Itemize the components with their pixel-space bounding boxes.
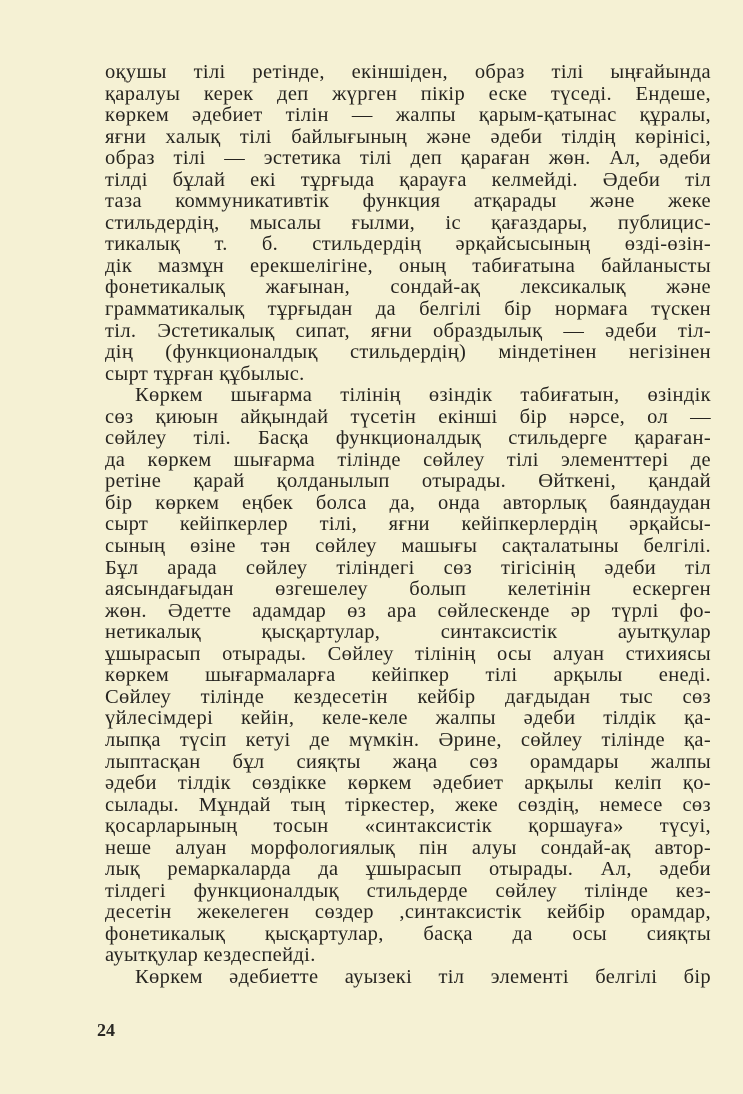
text-line: оқушы тілі ретінде, екіншіден, образ тілі ыңғайында xyxy=(105,61,711,83)
text-line: лыпқа түсіп кетуі де мүмкін. Әрине, сөйлеу тілінде қа- xyxy=(105,728,711,751)
text-line: Сөйлеу тілінде кездесетін кейбір дағдыдан тыс сөз xyxy=(105,685,711,708)
text-line: неше алуан морфологиялық пін алуы сондай-ақ автор- xyxy=(105,836,711,859)
text-line: тілдегі функционалдық стильдерде сөйлеу тілінде кез- xyxy=(105,879,711,902)
text-line: да көркем шығарма тілінде сөйлеу тілі элементтері де xyxy=(105,448,711,471)
text-line: тіл. Эстетикалық сипат, яғни образдылық — әдеби тіл- xyxy=(105,319,711,342)
page-number: 24 xyxy=(97,1020,115,1040)
text-line: яғни халық тілі байлығының және әдеби тілдің көрінісі, xyxy=(105,125,711,148)
text-line: стильдердің, мысалы ғылми, іс қағаздары, публицис- xyxy=(105,211,711,234)
text-line: жөн. Әдетте адамдар өз ара сөйлескенде әр түрлі фо- xyxy=(105,599,711,622)
text-line: нетикалық қысқартулар, синтаксистік ауытқулар xyxy=(105,621,711,644)
text-line: Бұл арада сөйлеу тіліндегі сөз тігісінің әдеби тіл xyxy=(105,556,711,579)
text-line: сырт кейіпкерлер тілі, яғни кейіпкерлердің әрқайсы- xyxy=(105,513,711,536)
text-line: образ тілі — эстетика тілі деп қараған жөн. Ал, әдеби xyxy=(105,147,711,170)
text-line: сөйлеу тілі. Басқа функционалдық стильдерге қараған- xyxy=(105,427,711,450)
text-line: сының өзіне тән сөйлеу машығы сақталатыны белгілі. xyxy=(105,535,711,558)
text-line: ретіне қарай қолданылып отырады. Өйткені, қандай xyxy=(105,470,711,493)
paragraph-first-line: Көркем әдебиетте ауызекі тіл элементі белгілі бір xyxy=(135,965,711,988)
text-line: көркем шығармаларға кейіпкер тілі арқылы енеді. xyxy=(105,664,711,687)
text-line: аясындағыдан өзгешелеу болып келетінін ескерген xyxy=(105,578,711,601)
text-line: лық ремаркаларда да ұшырасып отырады. Ал, әдеби xyxy=(105,858,711,881)
text-line: лыптасқан бұл сияқты жаңа сөз орамдары жалпы xyxy=(105,750,711,773)
page-body-text xyxy=(105,62,711,989)
text-line: грамматикалық тұрғыдан да белгілі бір нормаға түскен xyxy=(105,298,711,321)
text-line: дік мазмұн ерекшелігіне, оның табиғатына байланысты xyxy=(105,254,711,277)
text-line: бір көркем еңбек болса да, онда авторлық баяндаудан xyxy=(105,491,711,514)
text-line: фонетикалық қысқартулар, басқа да осы сияқты xyxy=(105,922,711,945)
text-line: тикалық т. б. стильдердің әрқайсысының өзді-өзін- xyxy=(105,233,711,256)
text-line: сөз қиюын айқындай түсетін екінші бір нәрсе, ол — xyxy=(105,405,711,428)
text-line: тілді бұлай екі тұрғыда қарауға келмейді. Әдеби тіл xyxy=(105,168,711,191)
text-line: ұшырасып отырады. Сөйлеу тілінің осы алуан стихиясы xyxy=(105,642,711,665)
text-line: десетін жекелеген сөздер ,синтаксистік кейбір орамдар, xyxy=(105,901,711,924)
text-line: қаралуы керек деп жүрген пікір еске түседі. Ендеше, xyxy=(105,82,711,105)
text-line: фонетикалық жағынан, сондай-ақ лексикалық және xyxy=(105,276,711,299)
text-line: таза коммуникативтік функция атқарады және жеке xyxy=(105,190,711,213)
text-line: әдеби тілдік сөздікке көркем әдебиет арқылы келіп қо- xyxy=(105,772,711,795)
text-line: дің (функционалдық стильдердің) міндетінен негізінен xyxy=(105,341,711,364)
text-line: қосарларының тосын «синтаксистік қоршауға» түсуі, xyxy=(105,815,711,838)
text-line: ауытқулар кездеспейді. xyxy=(105,944,316,967)
paragraph-first-line: Көркем шығарма тілінің өзіндік табиғатын, өзіндік xyxy=(135,384,711,407)
text-line: сылады. Мұндай тың тіркестер, жеке сөздің, немесе сөз xyxy=(105,793,711,816)
text-line: көркем әдебиет тілін — жалпы қарым-қатынас құралы, xyxy=(105,104,711,127)
text-line: сырт тұрған құбылыс. xyxy=(105,362,305,385)
text-line: үйлесімдері кейін, келе-келе жалпы әдеби тілдік қа- xyxy=(105,707,711,730)
